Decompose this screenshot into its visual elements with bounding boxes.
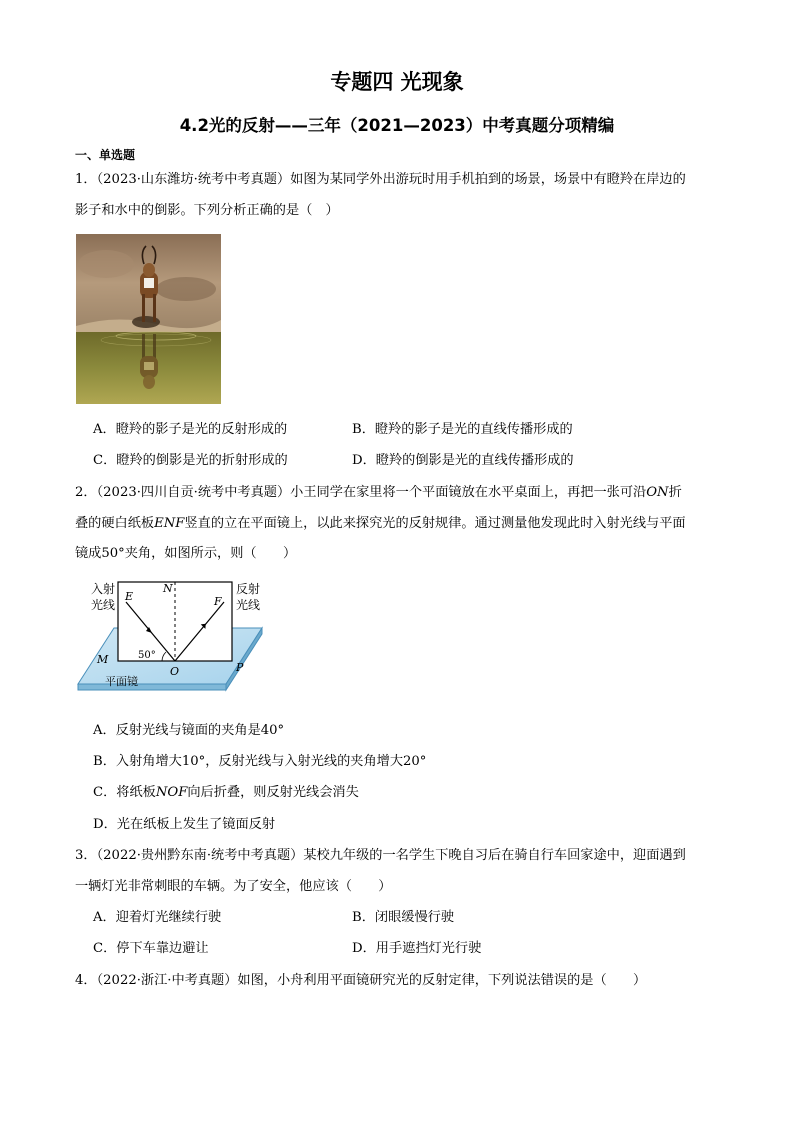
reflect-label-1: 反射 <box>236 582 261 596</box>
q2-line1-italic: ON <box>646 485 669 500</box>
section-heading: 一、单选题 <box>75 148 136 162</box>
q1-line2: 影子和水中的倒影。下列分析正确的是（ ） <box>75 203 339 218</box>
q3-line2: 一辆灯光非常刺眼的车辆。为了安全，他应该（ ） <box>75 879 392 894</box>
q3-option-d[interactable]: D．用手遮挡灯光行驶 <box>352 941 482 956</box>
incident-label-2: 光线 <box>91 598 116 612</box>
q2-option-c-text-a: C．将纸板 <box>93 785 156 800</box>
q2-option-c[interactable] <box>93 785 359 801</box>
q1-option-b[interactable]: B．瞪羚的影子是光的直线传播形成的 <box>352 422 573 437</box>
q2-option-a[interactable]: A．反射光线与镜面的夹角是40° <box>93 723 285 738</box>
reflect-label-2: 光线 <box>236 598 261 612</box>
q1-option-d[interactable]: D．瞪羚的倒影是光的直线传播形成的 <box>352 453 574 468</box>
page-title: 专题四 光现象 <box>330 70 464 94</box>
q3-option-a[interactable]: A．迎着灯光继续行驶 <box>93 910 222 925</box>
label-m: M <box>97 653 109 666</box>
page-subtitle: 4.2光的反射——三年（2021—2023）中考真题分项精编 <box>179 116 615 135</box>
q1-line1: 1．（2023·山东潍坊·统考中考真题）如图为某同学外出游玩时用手机拍到的场景，场景中有瞪羚在岸边的 <box>75 172 686 187</box>
q3-option-c[interactable]: C．停下车靠边避让 <box>93 941 209 956</box>
q2-option-c-text-b: 向后折叠，则反射光线会消失 <box>187 785 359 800</box>
q2-option-c-italic: NOF <box>155 785 188 800</box>
q3-option-b[interactable]: B．闭眼缓慢行驶 <box>352 910 455 925</box>
q2-line1-text-a: 2．（2023·四川自贡·统考中考真题）小王同学在家里将一个平面镜放在水平桌面上，再把一张可沿 <box>75 485 647 500</box>
q2-line1-text-b: 折 <box>668 485 682 500</box>
q2-line3: 镜成50°夹角，如图所示，则（ ） <box>75 546 297 561</box>
q1-option-a[interactable]: A．瞪羚的影子是光的反射形成的 <box>93 422 288 437</box>
mirror-label: 平面镜 <box>105 675 138 688</box>
q2-line2-text-b: 竖直的立在平面镜上，以此来探究光的反射规律。通过测量他发现此时入射光线与平面 <box>184 516 686 531</box>
angle-label: 50° <box>138 650 156 661</box>
label-p: P <box>236 661 244 674</box>
label-o: O <box>170 665 180 678</box>
q2-line2 <box>75 516 686 532</box>
q2-option-b[interactable]: B．入射角增大10°，反射光线与入射光线的夹角增大20° <box>93 754 427 769</box>
gazelle-photo <box>76 234 221 404</box>
label-e: E <box>125 590 134 603</box>
q2-line2-text-a: 叠的硬白纸板 <box>75 516 155 531</box>
reflection-diagram <box>76 578 276 708</box>
q2-line2-italic: ENF <box>154 516 185 531</box>
label-f: F <box>214 595 222 608</box>
incident-label-1: 入射 <box>91 582 116 596</box>
q4-line1: 4．（2022·浙江·中考真题）如图，小舟利用平面镜研究光的反射定律，下列说法错误的是（ ） <box>75 973 647 988</box>
reflection-diagram-svg <box>76 578 276 708</box>
label-n: N <box>163 582 173 595</box>
gazelle-photo-illustration <box>76 234 221 404</box>
mirror-edge-front <box>78 684 226 690</box>
q1-option-c[interactable]: C．瞪羚的倒影是光的折射形成的 <box>93 453 288 468</box>
q2-option-d[interactable]: D．光在纸板上发生了镜面反射 <box>93 817 276 832</box>
q2-line1 <box>75 485 682 501</box>
q3-line1: 3．（2022·贵州黔东南·统考中考真题）某校九年级的一名学生下晚自习后在骑自行车回家途中，迎面遇到 <box>75 848 686 863</box>
